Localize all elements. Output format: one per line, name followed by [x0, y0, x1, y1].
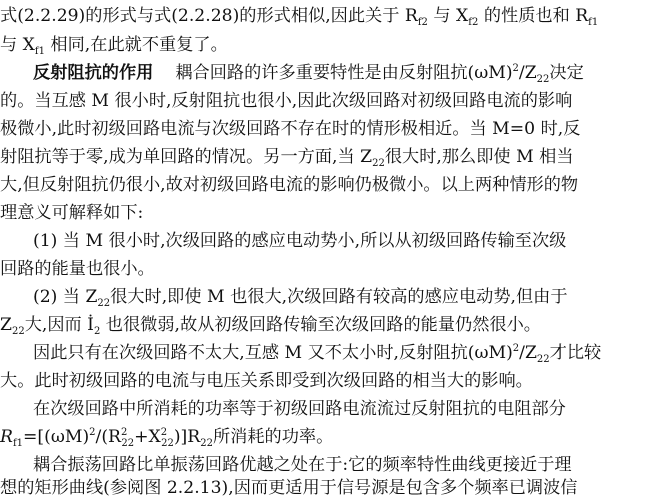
subscript: f2	[417, 17, 428, 28]
text-line	[0, 476, 653, 500]
text: 的性质也和 R	[478, 6, 589, 26]
list-item-text: 大,因而 İ	[24, 315, 94, 335]
superscript: 2	[512, 63, 519, 74]
text: 的。当互感 M 很小时,反射阻抗也很小,因此次级回路对初级回路电流的影响	[0, 91, 573, 111]
text: /(R	[95, 427, 121, 447]
superscript: 2	[89, 427, 96, 438]
text-line	[33, 453, 653, 477]
superscript: 2	[512, 343, 520, 354]
subscript: 22	[121, 438, 135, 449]
text: 大,但反射阻抗仍很小,故对初级回路电流的影响仍极微小。以上两种情形的物	[0, 175, 579, 195]
text: 大。此时初级回路的电流与电压关系即受到次级回路的相当大的影响。	[0, 371, 533, 391]
text: 与 X	[0, 35, 35, 55]
subscript: 22	[11, 326, 25, 337]
subscript: 22	[97, 298, 111, 309]
text-line	[33, 285, 653, 312]
text-line	[0, 201, 653, 225]
text-line	[0, 145, 653, 172]
text: 很大时,那么即使 M 相当	[384, 147, 574, 167]
formula-line	[0, 425, 653, 452]
subscript: f1	[34, 46, 45, 57]
text: /Z	[519, 343, 537, 363]
text: 相同,在此就不重复了。	[44, 35, 228, 55]
text-line	[0, 89, 653, 113]
list-item-text: (1) 当 M 很小时,次级回路的感应电动势小,所以从初级回路传输至次级	[33, 231, 567, 251]
text-line	[33, 341, 653, 368]
text-line	[0, 33, 653, 60]
subscript: 2	[93, 326, 101, 337]
subscript: 22	[200, 438, 213, 449]
subscript: f1	[12, 438, 24, 449]
subscript: f2	[468, 17, 479, 28]
text-line	[0, 173, 653, 197]
text: 理意义可解释如下:	[0, 203, 144, 223]
text-line	[0, 117, 653, 141]
text-line	[33, 397, 653, 421]
text: 极微小,此时初级回路电流与次级回路不存在时的情形极相近。当 M=0 时,反	[0, 119, 581, 139]
list-item-text: 也很微弱,故从初级回路传输至次级回路的能量仍然很小。	[100, 315, 541, 335]
math-symbol: R	[0, 427, 13, 447]
list-item-text: (2) 当 Z	[33, 287, 98, 307]
text: 射阻抗等于零,成为单回路的情况。另一方面,当 Z	[0, 147, 373, 167]
text: +X	[134, 427, 161, 447]
text: 耦合回路的许多重要特性是由反射阻抗(ωM)	[175, 63, 513, 83]
text: 耦合振荡回路比单振荡回路优越之处在于:它的频率特性曲线更接近于理	[33, 455, 572, 475]
section-heading: 反射阻抗的作用	[33, 63, 154, 83]
subscript: f1	[588, 17, 599, 28]
text-line	[0, 369, 653, 393]
text: 与 X	[427, 6, 469, 26]
subscript: 22	[536, 354, 550, 365]
subscript: 22	[372, 158, 385, 169]
subscript: 22	[161, 438, 174, 449]
text: 因此只有在次级回路不太大,互感 M 又不太小时,反射阻抗(ωM)	[33, 343, 513, 363]
text: 在次级回路中所消耗的功率等于初级回路电流流过反射阻抗的电阻部分	[33, 399, 566, 419]
list-item-text: 回路的能量也很小。	[0, 259, 155, 279]
text: /Z	[518, 63, 537, 83]
list-item-text: Z	[0, 315, 12, 335]
text: =[(ωM)	[23, 427, 90, 447]
superscript: 2	[120, 427, 128, 438]
text: 所消耗的功率。	[212, 427, 334, 447]
text-line	[0, 313, 653, 340]
text: 式(2.2.29)的形式与式(2.2.28)的形式相似,因此关于 R	[0, 6, 418, 26]
text: 想的矩形曲线(参阅图 2.2.13),因而更适用于信号源是包含多个频率已调波信	[0, 478, 578, 498]
text-line	[0, 4, 653, 31]
list-item-text: 很大时,即使 M 也很大,次级回路有较高的感应电动势,但由于	[110, 287, 568, 307]
superscript: 2	[160, 427, 168, 438]
text-line	[33, 229, 653, 253]
text-line	[0, 257, 653, 281]
subscript: 22	[536, 74, 550, 85]
text-line	[33, 61, 653, 88]
text: 才比较	[549, 343, 602, 363]
text: )]R	[173, 427, 201, 447]
text: 决定	[549, 63, 584, 83]
